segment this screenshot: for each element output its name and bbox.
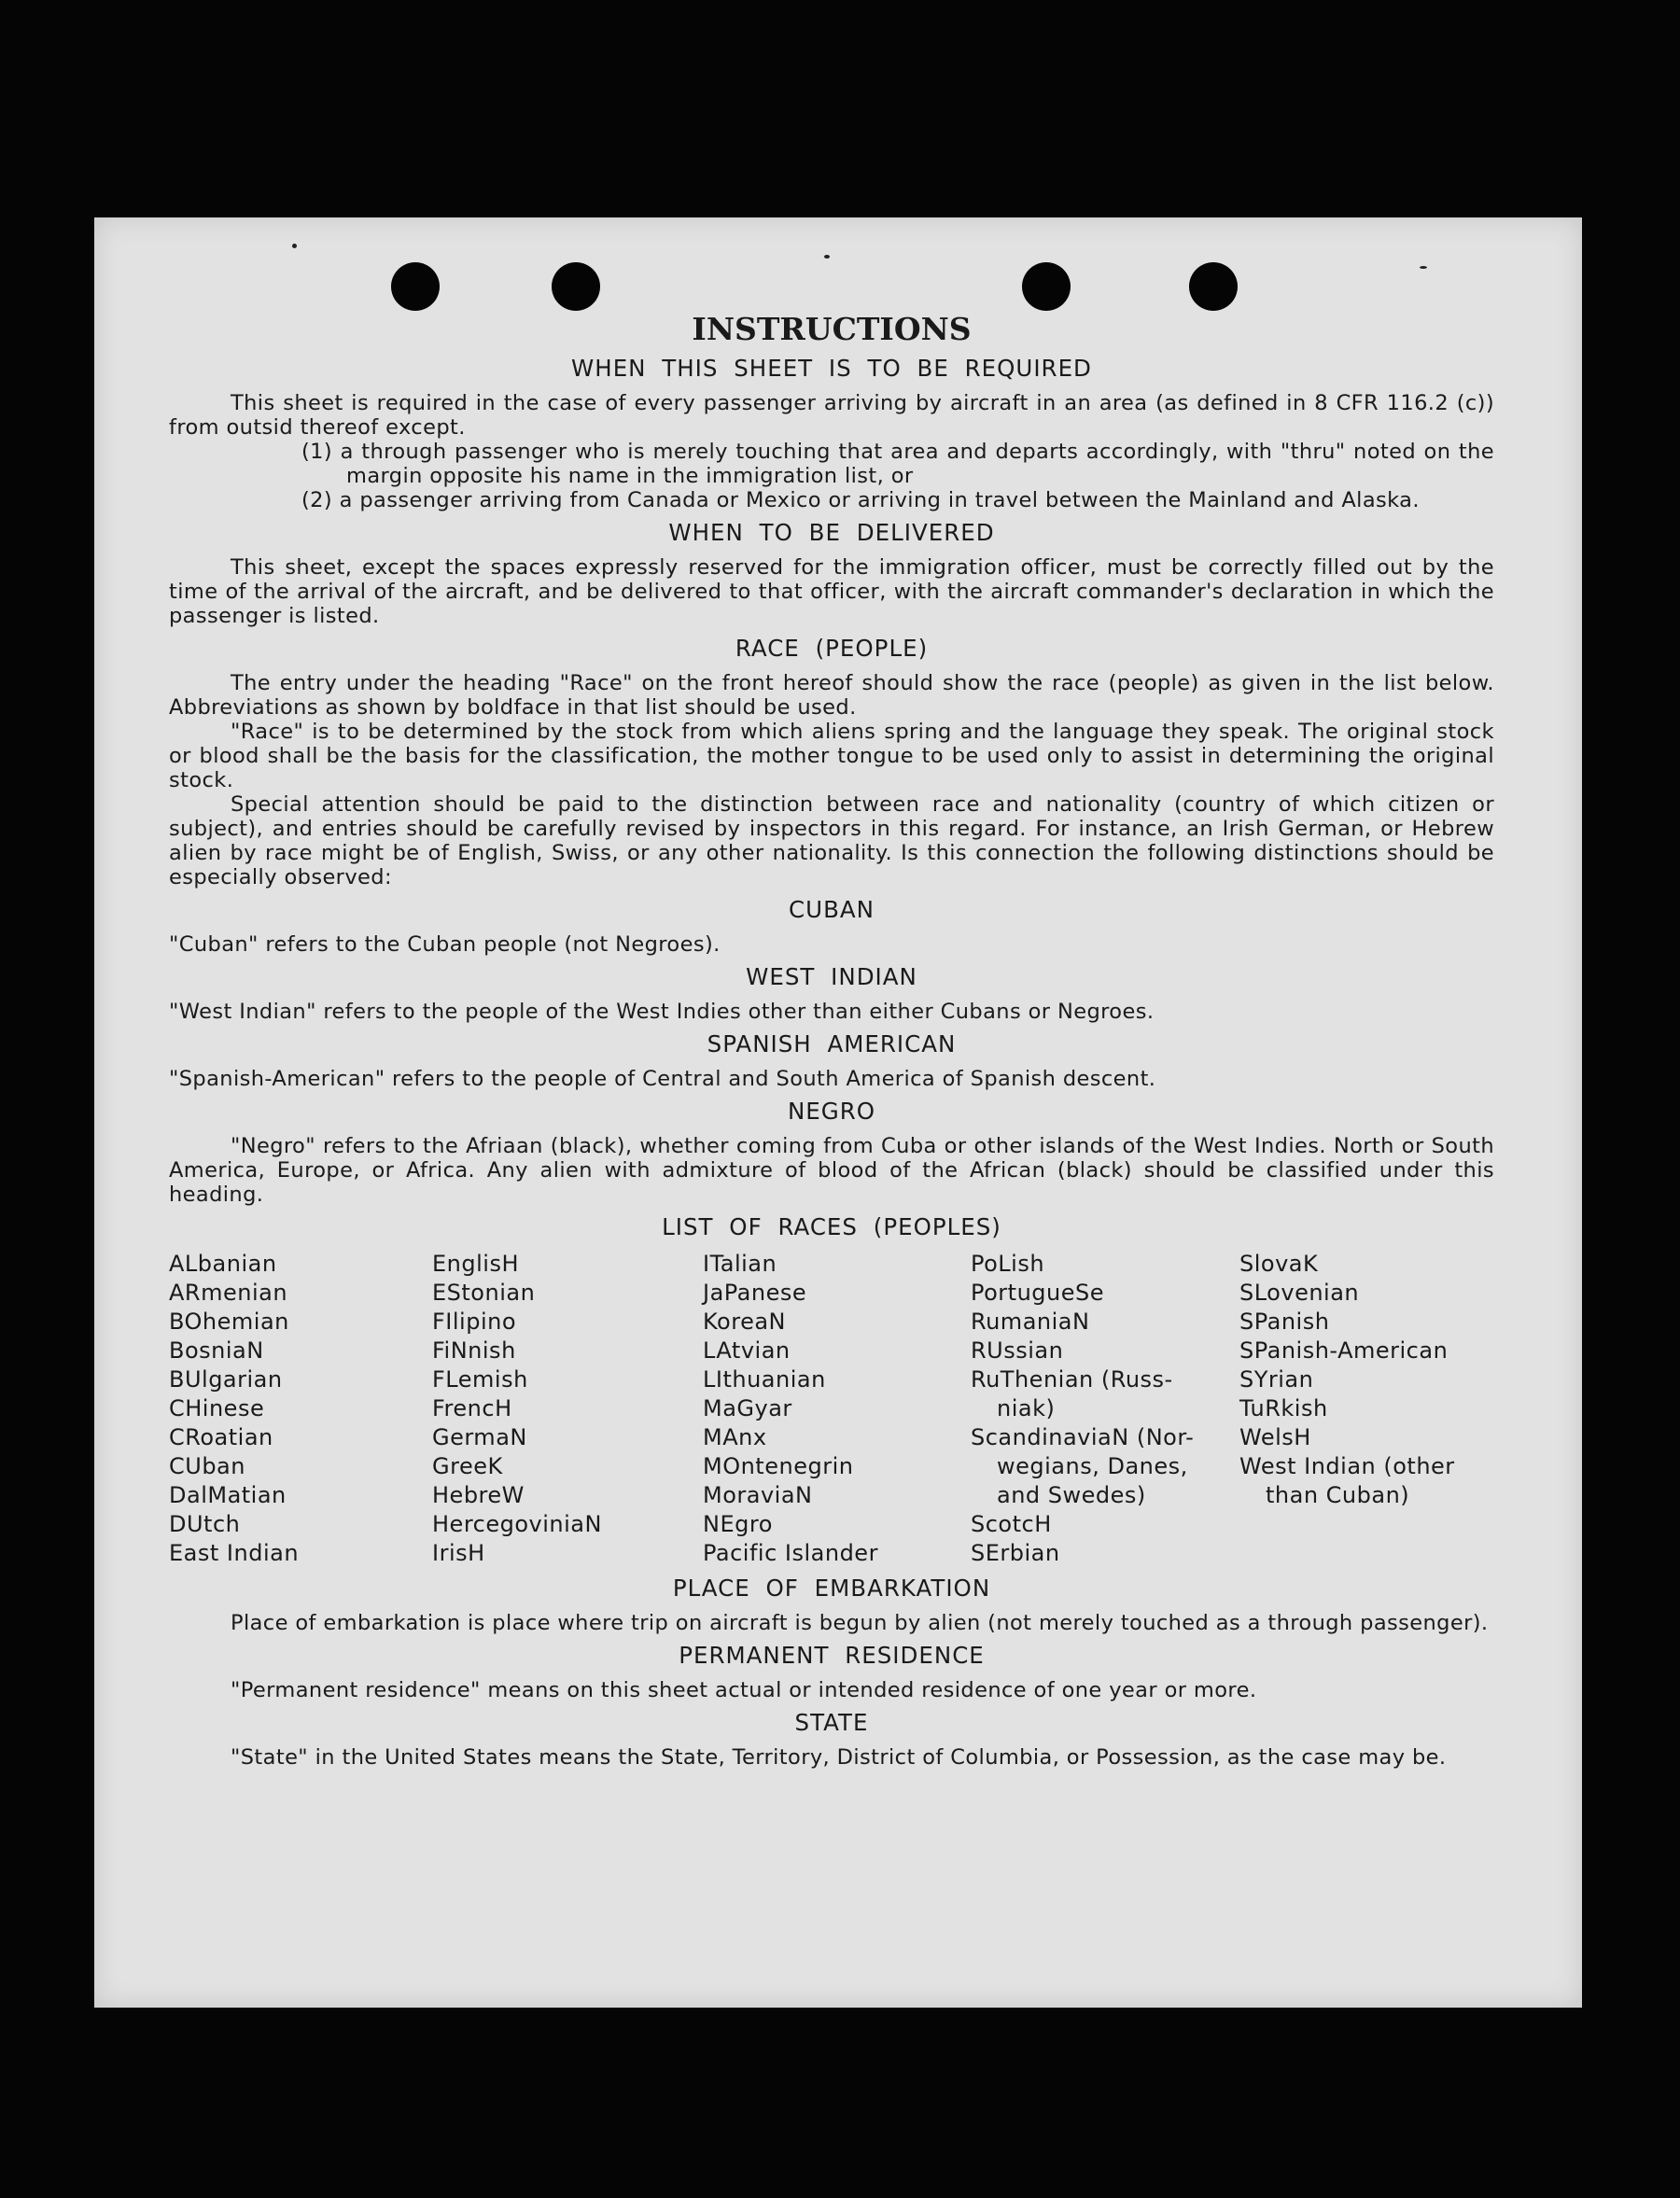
paragraph: "Negro" refers to the Afriaan (black), whether coming from Cuba or other islands of the West Indies. North or South America, Europe, or Africa. Any alien with admixture of blood of the African (black) should be classified under this heading. xyxy=(169,1134,1494,1207)
list-item: RuThenian (Russ- xyxy=(971,1366,1173,1393)
paragraph: "Race" is to be determined by the stock from which aliens spring and the language they speak. The original stock or blood shall be the basis for the classification, the mother tongue to be used only to assist in determining the original stock. xyxy=(169,720,1494,792)
page-title: INSTRUCTIONS xyxy=(692,311,972,347)
list-item: ITalian xyxy=(703,1251,777,1277)
paragraph: Place of embarkation is place where trip on aircraft is begun by alien (not merely touched as a through passenger). xyxy=(231,1611,1489,1635)
list-item: FrencH xyxy=(432,1395,512,1421)
races-list xyxy=(169,1250,1494,1568)
list-item: GermaN xyxy=(432,1424,527,1450)
list-item: SPanish-American xyxy=(1239,1337,1449,1364)
list-item: EStonian xyxy=(432,1280,536,1306)
list-item: CHinese xyxy=(169,1395,265,1421)
list-item: niak) xyxy=(997,1395,1056,1421)
list-item: HebreW xyxy=(432,1482,525,1508)
races-column xyxy=(432,1250,703,1568)
list-item: DalMatian xyxy=(169,1482,287,1508)
races-column xyxy=(703,1250,971,1568)
list-item: ALbanian xyxy=(169,1251,277,1277)
paragraph: "West Indian" refers to the people of the West Indies other than either Cubans or Negroes. xyxy=(169,1000,1155,1024)
section-heading: WEST INDIAN xyxy=(746,963,917,990)
section-heading: STATE xyxy=(794,1709,869,1736)
list-item: East Indian xyxy=(169,1540,300,1566)
paragraph: This sheet, except the spaces expressly reserved for the immigration officer, must be correctly filled out by the time of the arrival of the aircraft, and be delivered to that officer, with the aircraft commander's declaration in which the passenger is listed. xyxy=(169,555,1494,628)
list-item: MaGyar xyxy=(703,1395,792,1421)
list-item: SYrian xyxy=(1239,1366,1314,1393)
list-item: ARmenian xyxy=(169,1280,288,1306)
punch-hole xyxy=(1189,262,1238,311)
list-item: RumaniaN xyxy=(971,1309,1090,1335)
list-item: WelsH xyxy=(1239,1424,1311,1450)
paragraph: This sheet is required in the case of every passenger arriving by aircraft in an area (as defined in 8 CFR 116.2 (c)) from outsid thereof except. xyxy=(169,391,1494,440)
paragraph: "Spanish-American" refers to the people of Central and South America of Spanish descent. xyxy=(169,1067,1156,1091)
speck-mark xyxy=(824,255,830,259)
list-item: EnglisH xyxy=(432,1251,519,1277)
section-heading: LIST OF RACES (PEOPLES) xyxy=(662,1213,1001,1240)
list-item: KoreaN xyxy=(703,1309,786,1335)
section-heading: PERMANENT RESIDENCE xyxy=(679,1642,985,1669)
list-item: (2) a passenger arriving from Canada or Mexico or arriving in travel between the Mainland and Alaska. xyxy=(301,488,1420,512)
paragraph: "Cuban" refers to the Cuban people (not Negroes). xyxy=(169,932,721,957)
list-item: SErbian xyxy=(971,1540,1060,1566)
list-item: SLovenian xyxy=(1239,1280,1360,1306)
punch-hole xyxy=(552,262,600,311)
punch-hole xyxy=(391,262,440,311)
list-item: SlovaK xyxy=(1239,1251,1319,1277)
list-item: Pacific Islander xyxy=(703,1540,878,1566)
list-item: FiNnish xyxy=(432,1337,516,1364)
section-heading: SPANISH AMERICAN xyxy=(707,1030,957,1057)
list-item: PortugueSe xyxy=(971,1280,1104,1306)
section-heading: WHEN THIS SHEET IS TO BE REQUIRED xyxy=(571,355,1092,382)
list-item: BUlgarian xyxy=(169,1366,283,1393)
list-item: DUtch xyxy=(169,1511,241,1537)
list-item: MOntenegrin xyxy=(703,1453,854,1479)
list-item: FLemish xyxy=(432,1366,528,1393)
speck-mark xyxy=(1420,266,1427,269)
list-item: LAtvian xyxy=(703,1337,791,1364)
speck-mark xyxy=(292,244,297,248)
section-heading: PLACE OF EMBARKATION xyxy=(672,1575,991,1602)
list-item: and Swedes) xyxy=(997,1482,1146,1508)
paragraph: "State" in the United States means the State, Territory, District of Columbia, or Possession, as the case may be. xyxy=(231,1745,1447,1770)
races-column xyxy=(169,1250,432,1568)
list-item: SPanish xyxy=(1239,1309,1330,1335)
list-item: West Indian (other xyxy=(1239,1453,1455,1479)
paragraph: The entry under the heading "Race" on the front hereof should show the race (people) as given in the list below. Abbreviations as shown by boldface in that list should be used. xyxy=(169,671,1494,720)
list-item: PoLish xyxy=(971,1251,1045,1277)
list-item: TuRkish xyxy=(1239,1395,1328,1421)
list-item: wegians, Danes, xyxy=(997,1453,1188,1479)
section-heading: NEGRO xyxy=(787,1098,876,1125)
list-item: ScotcH xyxy=(971,1511,1052,1537)
section-heading: RACE (PEOPLE) xyxy=(735,635,929,662)
list-item: NEgro xyxy=(703,1511,773,1537)
document-sheet xyxy=(94,217,1582,2008)
list-item: ScandinaviaN (Nor- xyxy=(971,1424,1195,1450)
list-item: CRoatian xyxy=(169,1424,273,1450)
list-item: BosniaN xyxy=(169,1337,264,1364)
punch-hole xyxy=(1022,262,1071,311)
instructions-content xyxy=(169,311,1494,1770)
list-item: than Cuban) xyxy=(1266,1482,1410,1508)
list-item: HercegoviniaN xyxy=(432,1511,602,1537)
list-item: MoraviaN xyxy=(703,1482,813,1508)
list-item: (1) a through passenger who is merely touching that area and departs accordingly, with "thru" noted on the margin opposite his name in the immigration list, or xyxy=(301,440,1494,488)
section-heading: WHEN TO BE DELIVERED xyxy=(668,519,995,546)
races-column xyxy=(1239,1250,1510,1568)
races-column xyxy=(971,1250,1239,1568)
list-item: BOhemian xyxy=(169,1309,289,1335)
section-heading: CUBAN xyxy=(789,896,875,923)
list-item: JaPanese xyxy=(703,1280,807,1306)
list-item: IrisH xyxy=(432,1540,485,1566)
list-item: CUban xyxy=(169,1453,245,1479)
paragraph: "Permanent residence" means on this sheet actual or intended residence of one year or more. xyxy=(231,1678,1257,1702)
list-item: RUssian xyxy=(971,1337,1064,1364)
paragraph: Special attention should be paid to the distinction between race and nationality (country of which citizen or subject), and entries should be carefully revised by inspectors in this regard. For instance, an Irish German, or Hebrew alien by race might be of English, Swiss, or any other nationality. Is this connection the following distinctions should be especially observed: xyxy=(169,792,1494,889)
list-item: MAnx xyxy=(703,1424,767,1450)
list-item: FIlipino xyxy=(432,1309,517,1335)
list-item: LIthuanian xyxy=(703,1366,826,1393)
list-item: GreeK xyxy=(432,1453,503,1479)
